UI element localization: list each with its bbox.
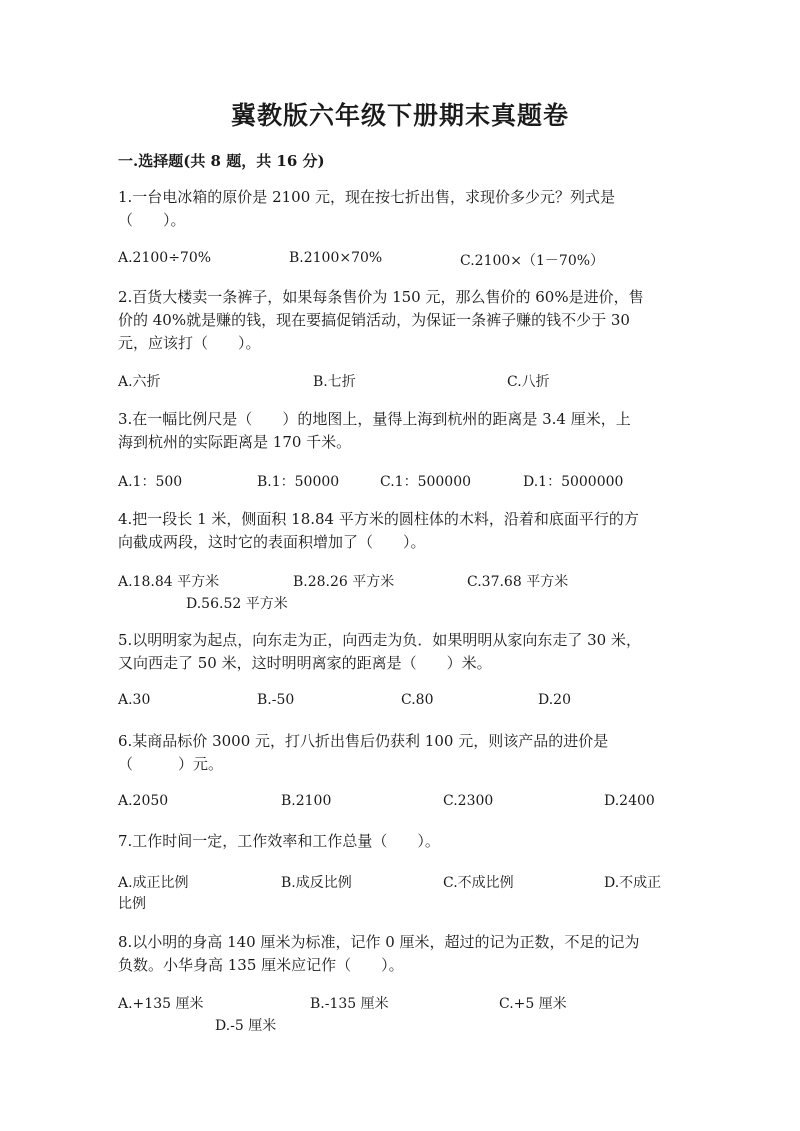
question-8-stem bbox=[118, 931, 676, 977]
question-8-option-b: B.-135 厘米 bbox=[310, 996, 389, 1012]
question-6-option-b: B.2100 bbox=[281, 793, 332, 809]
question-1-option-b: B.2100×70% bbox=[289, 250, 383, 266]
question-2-option-a: A.六折 bbox=[118, 374, 161, 390]
question-7-option-a: A.成正比例 bbox=[118, 875, 189, 891]
question-3-option-a: A.1：500 bbox=[118, 474, 183, 490]
question-4-stem bbox=[118, 508, 676, 554]
question-line: 又向西走了 50 米，这时明明离家的距离是（ ）米。 bbox=[118, 654, 492, 672]
question-line: 负数。小华身高 135 厘米应记作（ ）。 bbox=[118, 956, 404, 974]
question-7-option-c: C.不成比例 bbox=[443, 875, 514, 891]
question-6-option-d: D.2400 bbox=[604, 793, 655, 809]
page-title: 冀教版六年级下册期末真题卷 bbox=[230, 101, 569, 130]
question-line: 7.工作时间一定，工作效率和工作总量（ ）。 bbox=[118, 832, 440, 850]
question-line: 元，应该打（ ）。 bbox=[118, 334, 261, 352]
question-3-stem bbox=[118, 408, 676, 454]
question-line: （ ）元。 bbox=[118, 755, 224, 773]
question-line: （ ）。 bbox=[118, 211, 186, 229]
question-7-stem bbox=[118, 830, 676, 853]
question-8-option-c: C.+5 厘米 bbox=[499, 996, 567, 1012]
question-5-option-c: C.80 bbox=[401, 692, 434, 708]
question-line: 1.一台电冰箱的原价是 2100 元，现在按七折出售，求现价多少元？列式是 bbox=[118, 188, 616, 206]
question-1-stem bbox=[118, 186, 676, 232]
question-line: 2.百货大楼卖一条裤子，如果每条售价为 150 元，那么售价的 60%是进价，售 bbox=[118, 288, 644, 306]
section-heading: 一.选择题(共 8 题，共 16 分) bbox=[118, 152, 325, 170]
question-3-option-d: D.1：5000000 bbox=[523, 474, 624, 490]
question-7-option-b: B.成反比例 bbox=[281, 875, 352, 891]
question-6-option-a: A.2050 bbox=[118, 793, 169, 809]
question-line: 价的 40%就是赚的钱，现在要搞促销活动，为保证一条裤子赚的钱不少于 30 bbox=[118, 311, 630, 329]
question-4-option-d: D.56.52 平方米 bbox=[186, 596, 288, 612]
question-2-stem bbox=[118, 286, 676, 355]
question-line: 向截成两段，这时它的表面积增加了（ ）。 bbox=[118, 533, 426, 551]
question-4-option-a: A.18.84 平方米 bbox=[118, 574, 220, 590]
question-line: 海到杭州的实际距离是 170 千米。 bbox=[118, 433, 352, 451]
question-line: 8.以小明的身高 140 厘米为标准，记作 0 厘米，超过的记为正数，不足的记为 bbox=[118, 933, 640, 951]
question-line: 3.在一幅比例尺是（ ）的地图上，量得上海到杭州的距离是 3.4 厘米，上 bbox=[118, 410, 631, 428]
question-4-option-b: B.28.26 平方米 bbox=[293, 574, 395, 590]
question-5-stem bbox=[118, 629, 676, 675]
question-5-option-b: B.-50 bbox=[257, 692, 295, 708]
question-7-option-d-wrap: 比例 bbox=[118, 896, 146, 912]
question-4-option-c: C.37.68 平方米 bbox=[467, 574, 569, 590]
question-2-option-c: C.八折 bbox=[507, 374, 550, 390]
question-3-option-c: C.1：500000 bbox=[380, 474, 472, 490]
question-1-option-c: C.2100×（1－70%） bbox=[460, 253, 605, 269]
question-line: 5.以明明家为起点，向东走为正，向西走为负．如果明明从家向东走了 30 米， bbox=[118, 631, 641, 649]
question-3-option-b: B.1：50000 bbox=[257, 474, 340, 490]
question-1-option-a: A.2100÷70% bbox=[118, 250, 212, 266]
question-line: 6.某商品标价 3000 元，打八折出售后仍获利 100 元，则该产品的进价是 bbox=[118, 732, 609, 750]
question-5-option-d: D.20 bbox=[538, 692, 571, 708]
question-line: 4.把一段长 1 米，侧面积 18.84 平方米的圆柱体的木料，沿着和底面平行的方 bbox=[118, 510, 639, 528]
question-6-option-c: C.2300 bbox=[443, 793, 494, 809]
question-8-option-a: A.+135 厘米 bbox=[118, 996, 204, 1012]
question-6-stem bbox=[118, 730, 676, 776]
question-2-option-b: B.七折 bbox=[313, 374, 356, 390]
question-8-option-d: D.-5 厘米 bbox=[215, 1018, 277, 1034]
question-5-option-a: A.30 bbox=[118, 692, 151, 708]
question-7-option-d: D.不成正 bbox=[604, 875, 662, 891]
